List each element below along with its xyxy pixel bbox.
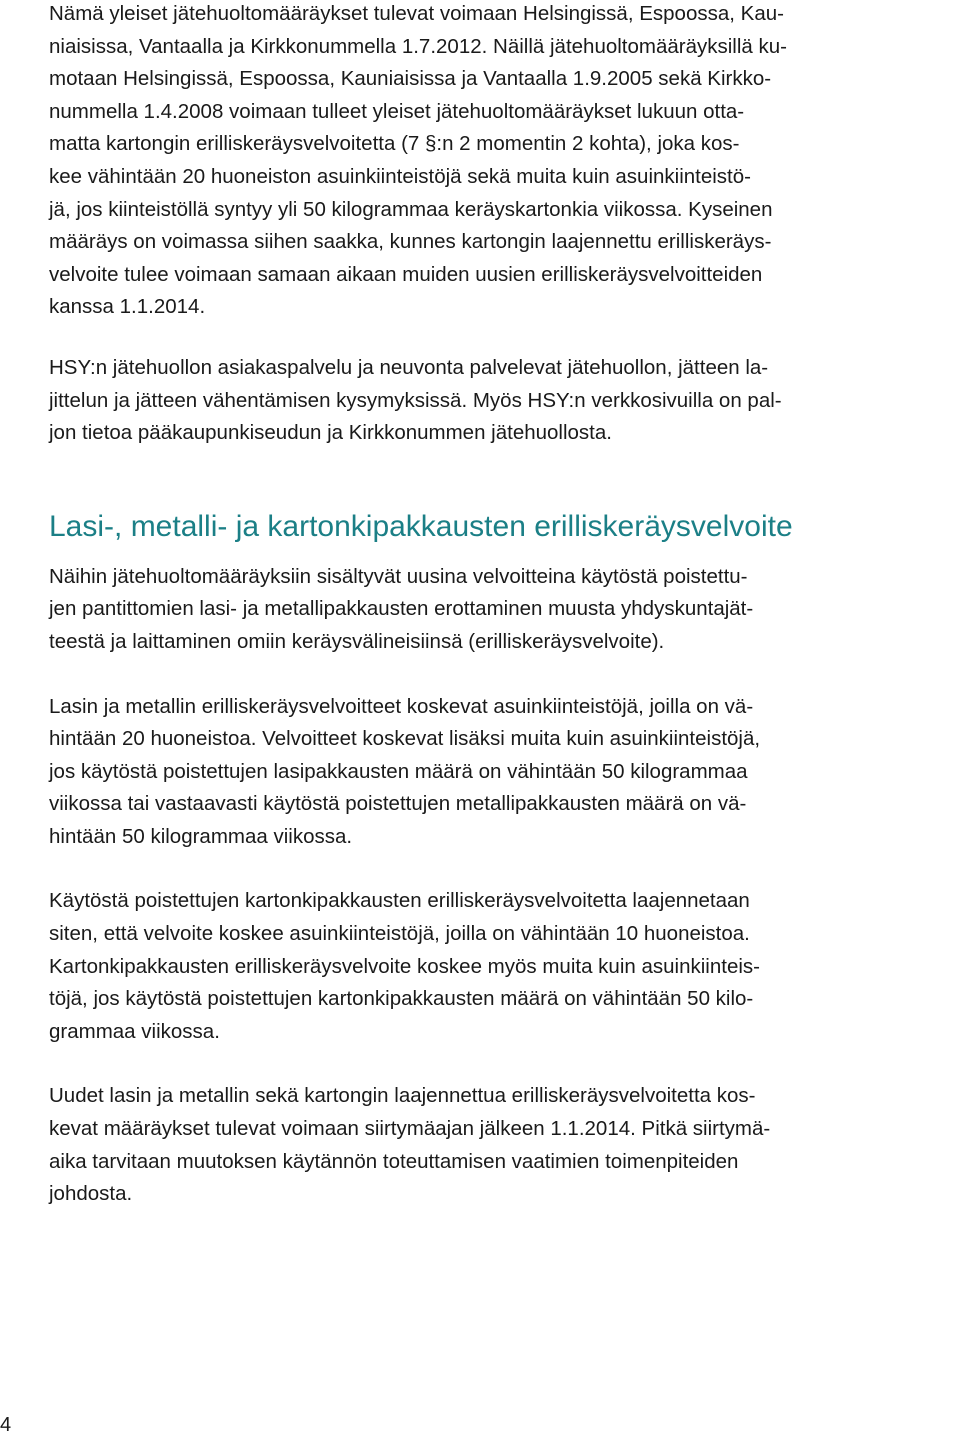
transition-paragraph [49,1080,919,1210]
text-line: määräys on voimassa siihen saakka, kunnes kartongin laajennettu erilliskeräys- [49,230,772,254]
text-line: jon tietoa pääkaupunkiseudun ja Kirkkonummen jätehuollosta. [49,421,612,445]
text-line: nummella 1.4.2008 voimaan tulleet yleiset jätehuoltomääräykset lukuun otta- [49,99,745,123]
text-line: motaan Helsingissä, Espoossa, Kauniaisissa ja Vantaalla 1.9.2005 sekä Kirkko- [49,67,772,91]
text-line: viikossa tai vastaavasti käytöstä poistettujen metallipakkausten määrä on vä- [49,792,747,816]
text-line: töjä, jos käytöstä poistettujen kartonkipakkausten määrä on vähintään 50 kilo- [49,987,754,1011]
page-number: 4 [0,1414,12,1436]
text-line: grammaa viikossa. [49,1019,220,1043]
intro-paragraph [49,0,919,324]
text-line: niaisissa, Vantaalla ja Kirkkonummella 1.7.2012. Näillä jätehuoltomääräyksillä ku- [49,34,787,58]
text-line: kanssa 1.1.2014. [49,295,206,319]
text-line: Lasin ja metallin erilliskeräysvelvoitteet koskevat asuinkiinteistöjä, joilla on vä- [49,694,754,718]
document-page [49,0,919,1211]
text-line: Käytöstä poistettujen kartonkipakkausten erilliskeräysvelvoitetta laajennetaan [49,889,750,913]
text-line: siten, että velvoite koskee asuinkiinteistöjä, joilla on vähintään 10 huoneistoa. [49,922,750,946]
text-line: johdosta. [49,1182,133,1206]
text-line: Nämä yleiset jätehuoltomääräykset tulevat voimaan Helsingissä, Espoossa, Kau- [49,2,784,25]
text-line: aika tarvitaan muutoksen käytännön toteuttamisen vaatimien toimenpiteiden [49,1149,739,1173]
text-line: jittelun ja jätteen vähentämisen kysymyksissä. Myös HSY:n verkkosivuilla on pal- [49,388,782,412]
text-line: Uudet lasin ja metallin sekä kartongin laajennettua erilliskeräysvelvoitetta kos- [49,1084,756,1108]
text-line: jä, jos kiinteistöllä syntyy yli 50 kilogrammaa keräyskartonkia viikossa. Kyseinen [49,197,773,221]
new-obligations-paragraph [49,561,919,659]
text-line: hintään 50 kilogrammaa viikossa. [49,824,353,848]
text-line: teestä ja laittaminen omiin keräysvälineisiinsä (erilliskeräysvelvoite). [49,629,665,653]
text-line: Näihin jätehuoltomääräyksiin sisältyvät uusina velvoitteina käytöstä poistettu- [49,564,748,588]
text-line: velvoite tulee voimaan samaan aikaan muiden uusien erilliskeräysvelvoitteiden [49,262,763,286]
text-line: HSY:n jätehuollon asiakaspalvelu ja neuvonta palvelevat jätehuollon, jätteen la- [49,355,769,379]
text-line: Kartonkipakkausten erilliskeräysvelvoite koskee myös muita kuin asuinkiinteis- [49,954,760,978]
text-line: jen pantittomien lasi- ja metallipakkausten erottaminen muusta yhdyskuntajät- [49,597,754,621]
text-line: jos käytöstä poistettujen lasipakkausten määrä on vähintään 50 kilogrammaa [49,759,748,783]
text-line: hintään 20 huoneistoa. Velvoitteet koskevat lisäksi muita kuin asuinkiinteistöjä, [49,727,761,751]
cardboard-paragraph [49,885,919,1048]
customer-service-paragraph [49,352,919,450]
glass-metal-paragraph [49,691,919,854]
text-line: kevat määräykset tulevat voimaan siirtymäajan jälkeen 1.1.2014. Pitkä siirtymä- [49,1117,771,1141]
text-line: kee vähintään 20 huoneiston asuinkiinteistöjä sekä muita kuin asuinkiinteistö- [49,164,751,188]
section-heading: Lasi-, metalli- ja kartonkipakkausten erilliskeräysvelvoite [49,509,793,543]
text-line: matta kartongin erilliskeräysvelvoitetta (7 §:n 2 momentin 2 kohta), joka kos- [49,132,740,156]
